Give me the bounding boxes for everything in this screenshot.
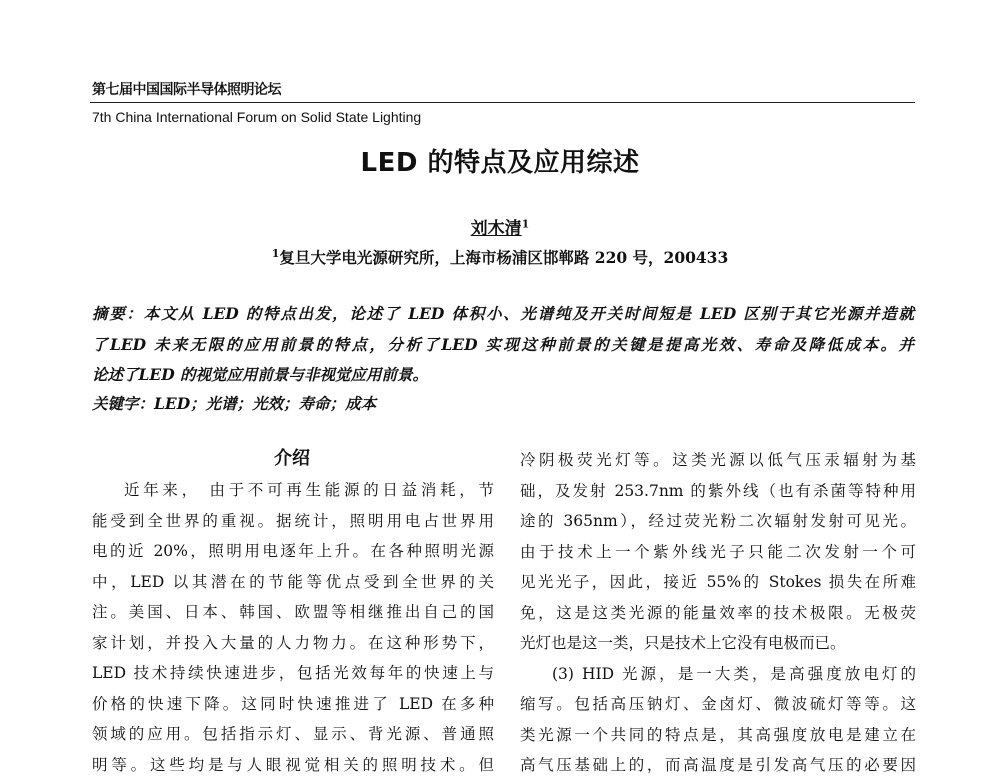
text-line: 缩写。包括高压钠灯、金卤灯、微波硫灯等等。这 bbox=[520, 695, 916, 713]
text-line: 础，及发射 253.7nm 的紫外线（也有杀菌等特种用 bbox=[520, 481, 916, 500]
affiliation-text: 复旦大学电光源研究所，上海市杨浦区邯郸路 220 号，200433 bbox=[279, 248, 729, 267]
text-line: LED 技术持续快速进步，包括光效每年的快速上与 bbox=[92, 664, 494, 682]
text-line: 价格的快速下降。这同时快速推进了 LED 在多种 bbox=[92, 694, 494, 713]
text-line: 电的近 20%，照明用电逐年上升。在各种照明光源 bbox=[92, 542, 494, 560]
text-line: 免，这是这类光源的能量效率的技术极限。无极荧 bbox=[520, 603, 916, 622]
paper-title: LED 的特点及应用综述 bbox=[360, 148, 640, 178]
author-line bbox=[0, 214, 1000, 239]
text-line: 光灯也是这一类，只是技术上它没有电极而已。 bbox=[520, 634, 846, 652]
abstract bbox=[92, 300, 914, 392]
abstract-line: 摘要：本文从 LED 的特点出发，论述了 LED 体积小、光谱纯及开关时间短是 LED 区别于其它光源并造就 bbox=[92, 304, 914, 323]
affiliation-superscript: 1 bbox=[271, 246, 280, 260]
affiliation bbox=[0, 246, 1000, 268]
left-column bbox=[92, 475, 494, 780]
abstract-label: 摘要： bbox=[92, 304, 144, 323]
conference-name-en: 7th China International Forum on Solid State Lighting bbox=[92, 109, 422, 125]
text-line: 高气压基础上的，而高温度是引发高气压的必要因 bbox=[520, 756, 916, 774]
author-name: 刘木清 bbox=[470, 219, 522, 239]
text-line: 由于技术上一个紫外线光子只能二次发射一个可 bbox=[520, 542, 916, 561]
author-superscript: 1 bbox=[521, 217, 530, 231]
text-line: (3) HID 光源，是一大类，是高强度放电灯的 bbox=[552, 664, 916, 683]
right-column bbox=[520, 445, 916, 781]
keywords-text: LED；光谱；光效；寿命；成本 bbox=[154, 394, 377, 413]
abstract-line: 论述了LED 的视觉应用前景与非视觉应用前景。 bbox=[92, 365, 429, 384]
text-line: 类光源一个共同的特点是，其高强度放电是建立在 bbox=[520, 725, 916, 744]
text-line: 能受到全世界的重视。据统计，照明用电占世界用 bbox=[92, 511, 494, 530]
text-line: 家计划，并投入大量的人力物力。在这种形势下， bbox=[92, 633, 494, 652]
header-divider bbox=[90, 102, 915, 103]
text-line: 明等。这些均是与人眼视觉相关的照明技术。但 bbox=[92, 755, 494, 774]
text-line: 冷阴极荧光灯等。这类光源以低气压汞辐射为基 bbox=[520, 451, 916, 469]
text-line: 近年来， 由于不可再生能源的日益消耗，节 bbox=[124, 481, 494, 499]
abstract-line: 了LED 未来无限的应用前景的特点，分析了LED 实现这种前景的关键是提高光效、寿命及降低成本。并 bbox=[92, 334, 914, 354]
text-line: 中，LED 以其潜在的节能等优点受到全世界的关 bbox=[92, 572, 494, 591]
conference-name-cn: 第七届中国国际半导体照明论坛 bbox=[92, 82, 281, 98]
text-line: 途的 365nm），经过荧光粉二次辐射发射可见光。 bbox=[520, 512, 916, 530]
keywords bbox=[92, 392, 914, 414]
section-heading: 介绍 bbox=[274, 448, 310, 469]
text-line: 见光光子，因此，接近 55%的 Stokes 损失在所难 bbox=[520, 573, 916, 591]
text-line: 注。美国、日本、韩国、欧盟等相继推出自己的国 bbox=[92, 603, 494, 621]
keywords-label: 关键字： bbox=[92, 394, 155, 413]
text-line: 领域的应用。包括指示灯、显示、背光源、普通照 bbox=[92, 725, 494, 743]
